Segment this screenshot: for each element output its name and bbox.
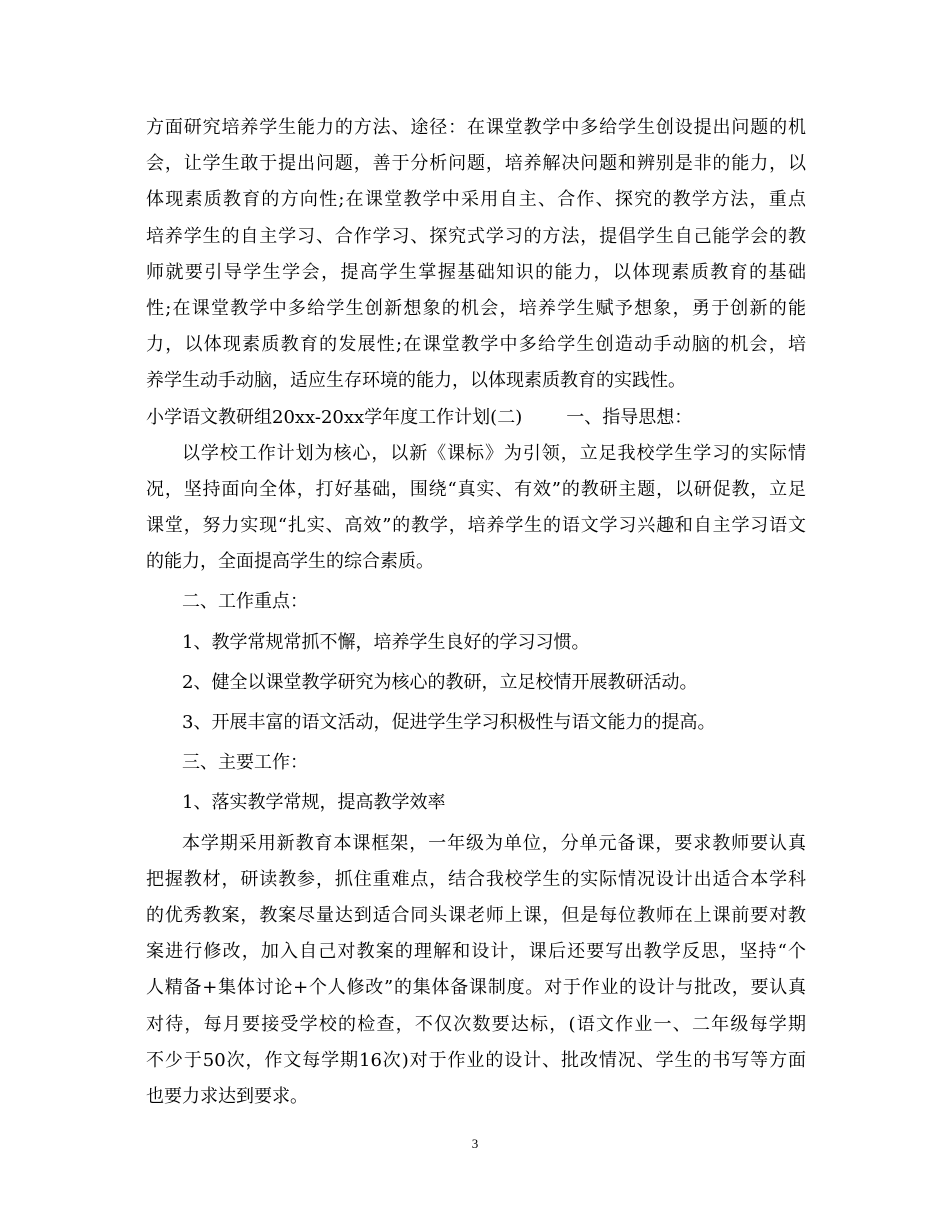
text-line: 体现素质教育的方向性;在课堂教学中采用自主、合作、探究的教学方法，重点 bbox=[146, 189, 806, 211]
section-heading-guiding-ideology: 一、指导思想： bbox=[566, 406, 693, 428]
text-line: 力，以体现素质教育的发展性;在课堂教学中多给学生创造动手动脑的机会，培 bbox=[146, 334, 806, 356]
text-line: 养学生动手动脑，适应生存环境的能力，以体现素质教育的实践性。 bbox=[146, 370, 686, 392]
text-line: 人精备+集体讨论+个人修改”的集体备课制度。对于作业的设计与批改，要认真 bbox=[146, 977, 806, 999]
paragraph-teaching-routine bbox=[146, 826, 806, 1116]
text-line: 对待，每月要接受学校的检查，不仅次数要达标，(语文作业一、二年级每学期 bbox=[146, 1013, 806, 1035]
paragraph-guiding-ideology bbox=[146, 436, 806, 581]
text-line: 性;在课堂教学中多给学生创新想象的机会，培养学生赋予想象，勇于创新的能 bbox=[146, 297, 806, 319]
plan-title-row bbox=[146, 400, 806, 436]
page-number: 3 bbox=[471, 1136, 479, 1151]
text-line: 的优秀教案，教案尽量达到适合同头课老师上课，但是每位教师在上课前要对教 bbox=[146, 904, 806, 926]
text-line: 不少于50次，作文每学期16次)对于作业的设计、批改情况、学生的书写等方面 bbox=[146, 1049, 806, 1071]
text-line: 本学期采用新教育本课框架，一年级为单位，分单元备课，要求教师要认真 bbox=[182, 832, 806, 854]
section-heading-work-focus: 二、工作重点： bbox=[182, 591, 308, 613]
list-item: 2、健全以课堂教学研究为核心的教研，立足校情开展教研活动。 bbox=[182, 671, 698, 693]
text-line: 案进行修改，加入自己对教案的理解和设计，课后还要写出教学反思，坚持“个 bbox=[146, 941, 806, 963]
text-line: 也要力求达到要求。 bbox=[146, 1085, 308, 1107]
text-line: 课堂，努力实现“扎实、高效”的教学，培养学生的语文学习兴趣和自主学习语文 bbox=[146, 515, 806, 537]
text-line: 会，让学生敢于提出问题，善于分析问题，培养解决问题和辨别是非的能力，以 bbox=[146, 153, 806, 175]
list-item: 3、开展丰富的语文活动，促进学生学习积极性与语文能力的提高。 bbox=[182, 712, 716, 733]
text-line: 以学校工作计划为核心，以新《课标》为引领，立足我校学生学习的实际情 bbox=[182, 442, 806, 464]
document-body bbox=[146, 110, 806, 1115]
text-line: 方面研究培养学生能力的方法、途径：在课堂教学中多给学生创设提出问题的机 bbox=[146, 117, 806, 138]
text-line: 况，坚持面向全体，打好基础，围绕“真实、有效”的教研主题，以研促教，立足 bbox=[146, 478, 806, 500]
text-line: 师就要引导学生学会，提高学生掌握基础知识的能力，以体现素质教育的基础 bbox=[146, 261, 806, 283]
plan-title: 小学语文教研组20xx-20xx学年度工作计划(二) bbox=[146, 406, 523, 428]
text-line: 的能力，全面提高学生的综合素质。 bbox=[146, 551, 434, 573]
text-line: 把握教材，研读教参，抓住重难点，结合我校学生的实际情况设计出适合本学科 bbox=[146, 868, 806, 890]
paragraph-continuation bbox=[146, 110, 806, 400]
subheading: 1、落实教学常规，提高教学效率 bbox=[182, 792, 446, 814]
text-line: 培养学生的自主学习、合作学习、探究式学习的方法，提倡学生自己能学会的教 bbox=[146, 225, 806, 247]
section-heading-main-work: 三、主要工作： bbox=[182, 752, 308, 774]
list-item: 1、教学常规常抓不懈，培养学生良好的学习习惯。 bbox=[182, 631, 590, 653]
